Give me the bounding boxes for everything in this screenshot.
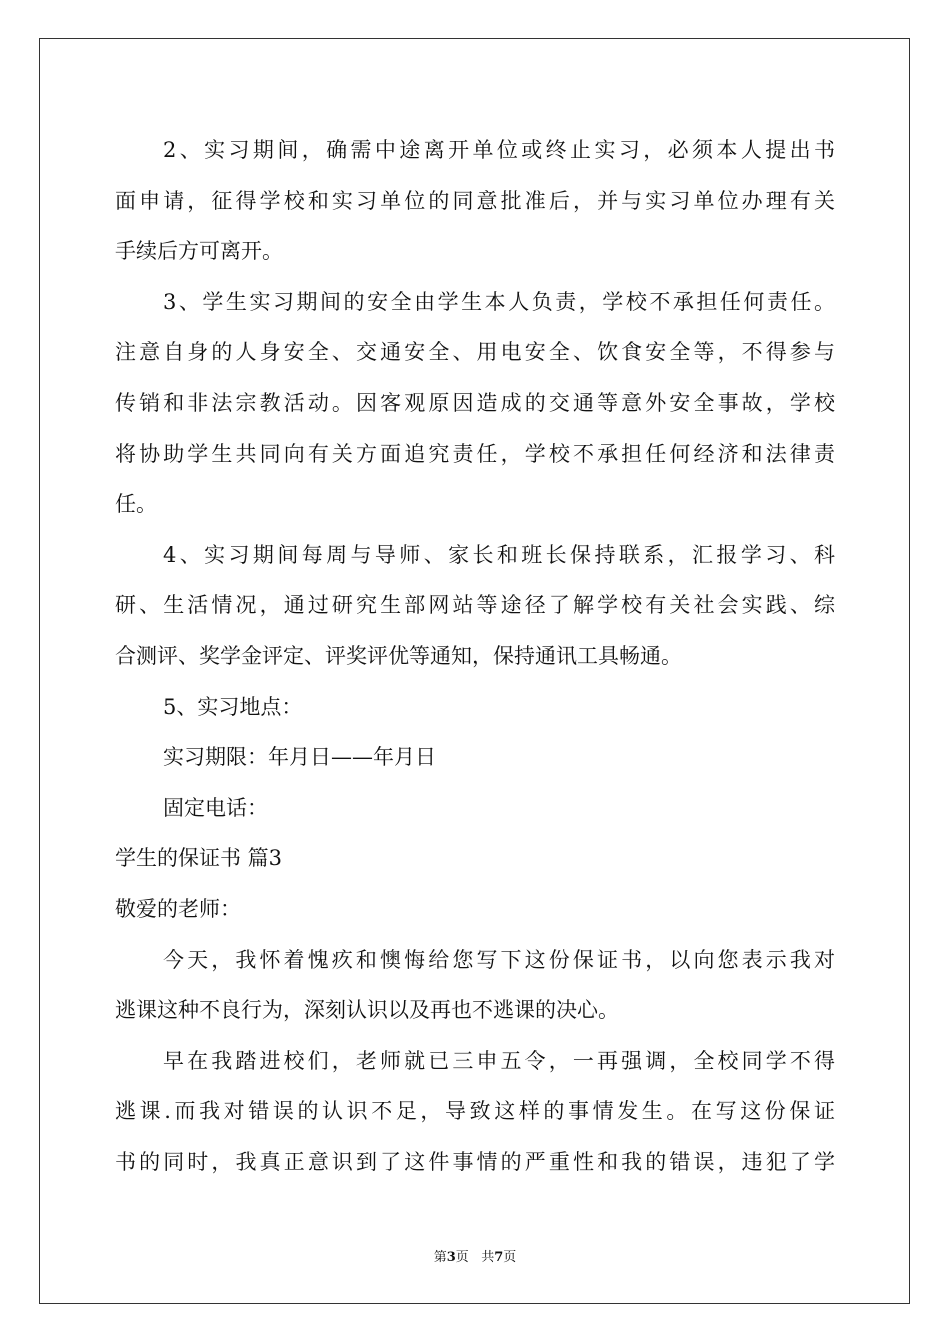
text-line-7: 将协助学生共同向有关方面追究责任，学校不承担任何经济和法律责 [115, 441, 835, 466]
text-line-12: 5、实习地点： [163, 694, 303, 719]
text-line-17: 今天，我怀着愧疚和懊悔给您写下这份保证书，以向您表示我对 [163, 947, 835, 972]
text-line-1: 2、实习期间，确需中途离开单位或终止实习，必须本人提出书 [163, 138, 835, 162]
page-footer [0, 1246, 950, 1265]
salutation: 敬爱的老师： [115, 896, 241, 921]
section-heading: 学生的保证书 篇3 [115, 846, 283, 871]
text-line-20: 逃课.而我对错误的认识不足，导致这样的事情发生。在写这份保证 [115, 1099, 835, 1124]
footer-total-suffix: 页 [503, 1250, 517, 1265]
total-page-count: 7 [494, 1250, 504, 1265]
text-line-21: 书的同时，我真正意识到了这件事情的严重性和我的错误，违犯了学 [115, 1149, 835, 1174]
text-line-5: 注意自身的人身安全、交通安全、用电安全、饮食安全等，不得参与 [115, 340, 835, 365]
footer-prefix: 第 [433, 1250, 447, 1265]
text-line-10: 研、生活情况，通过研究生部网站等途径了解学校有关社会实践、综 [115, 593, 835, 618]
text-line-9: 4、实习期间每周与导师、家长和班长保持联系，汇报学习、科 [163, 542, 835, 567]
footer-page-suffix: 页 [455, 1250, 469, 1265]
current-page-number: 3 [446, 1250, 456, 1265]
text-line-2: 面申请，征得学校和实习单位的同意批准后，并与实习单位办理有关 [115, 188, 835, 213]
text-line-3: 手续后方可离开。 [115, 239, 283, 264]
footer-total-prefix: 共 [481, 1250, 495, 1265]
text-line-19: 早在我踏进校们，老师就已三申五令，一再强调，全校同学不得 [163, 1048, 835, 1073]
text-line-11: 合测评、奖学金评定、评奖评优等通知，保持通讯工具畅通。 [115, 643, 682, 668]
text-line-18: 逃课这种不良行为，深刻认识以及再也不逃课的决心。 [115, 998, 619, 1023]
text-line-14: 固定电话： [163, 795, 268, 820]
text-line-13: 实习期限：年月日——年月日 [163, 745, 436, 770]
text-line-4: 3、学生实习期间的安全由学生本人负责，学校不承担任何责任。 [163, 289, 835, 314]
text-line-8: 任。 [115, 492, 157, 517]
text-line-6: 传销和非法宗教活动。因客观原因造成的交通等意外安全事故，学校 [115, 390, 835, 415]
document-body [115, 125, 835, 1187]
